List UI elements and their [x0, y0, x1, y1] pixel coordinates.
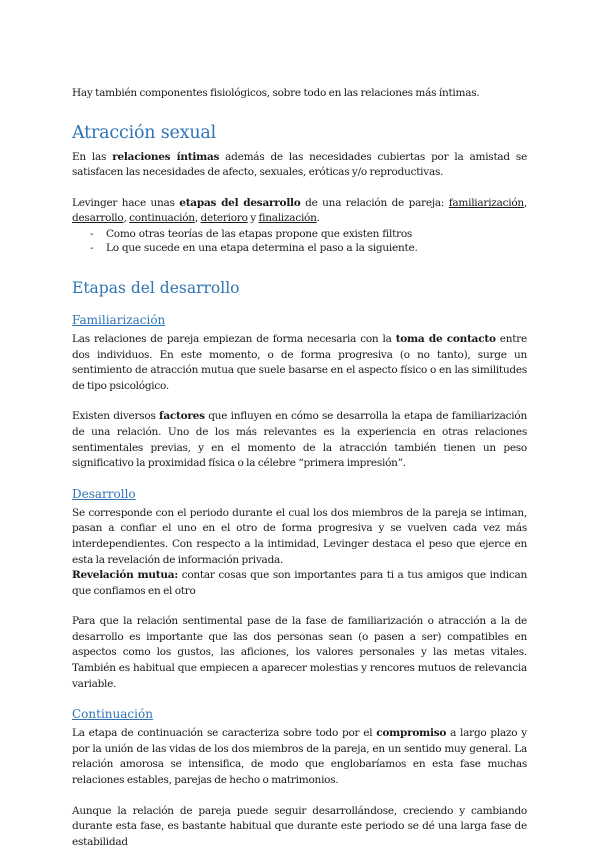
bold-toma-de-contacto: toma de contacto [395, 332, 496, 345]
bold-factores: factores [159, 410, 205, 423]
atraccion-bullet-list [72, 227, 527, 256]
heading-continuacion: Continuación [72, 707, 153, 722]
stage-continuacion: continuación [129, 212, 195, 225]
stage-deterioro: deterioro [200, 212, 248, 225]
bold-compromiso: compromiso [376, 727, 447, 740]
familiarizacion-paragraph-1: Las relaciones de pareja empiezan de forma necesaria con la toma de contacto entre dos individuos. En este momento, o de forma progresiva (o no tanto), surge un sentimiento de atracción mutua que suele basarse en el aspecto físico o en las similitudes de tipo psicológico. [72, 332, 527, 392]
continuacion-paragraph-1: La etapa de continuación se caracteriza sobre todo por el compromiso a largo plazo y por la unión de las vidas de los dos miembros de la pareja, en un sentido muy general. La relación amorosa se intensifica, de modo que englobaríamos en esta fase muchas relaciones estables, parejas de hecho o matrimonios. [72, 727, 527, 787]
desarrollo-paragraph-3: Para que la relación sentimental pase de la fase de familiarización o atracción a la de desarrollo es importante que las dos personas sean (o pasen a ser) compatibles en aspectos como los gustos, las aficiones, los valores personales y las metas vitales. También es habitual que empiecen a aparecer molestias y rencores mutuos de relevancia variable. [72, 615, 527, 690]
bold-relaciones-intimas: relaciones íntimas [112, 150, 220, 163]
familiarizacion-paragraph-2: Existen diversos factores que influyen en cómo se desarrolla la etapa de familiarización de una relación. Uno de los más relevantes es la experiencia en otras relaciones sentimentales previas, y en el momento de la atracción también tienen un peso significativo la proximidad física o la célebre “primera impresión”. [72, 410, 527, 470]
atraccion-paragraph-1: En las relaciones íntimas además de las necesidades cubiertas por la amistad se satisfacen las necesidades de afecto, sexuales, eróticas y/o reproductivas. [72, 150, 527, 179]
document-content [72, 86, 527, 850]
heading-familiarizacion: Familiarización [72, 312, 166, 327]
stage-familiarizacion: familiarización [448, 196, 524, 209]
heading-atraccion-sexual: Atracción sexual [72, 122, 217, 143]
bold-etapas-desarrollo: etapas del desarrollo [179, 196, 301, 209]
stage-desarrollo: desarrollo [72, 212, 124, 225]
bold-revelacion-mutua: Revelación mutua: [72, 569, 178, 582]
heading-desarrollo: Desarrollo [72, 486, 136, 501]
intro-paragraph: Hay también componentes fisiológicos, sobre todo en las relaciones más íntimas. [72, 87, 480, 99]
desarrollo-paragraph-1: Se corresponde con el periodo durante el cual los dos miembros de la pareja se intiman, pasan a confiar el uno en el otro de forma progresiva y se vuelven cada vez más interdependientes. Con respecto a la intimidad, Levinger destaca el peso que ejerce en esta la revelación de información privada. [72, 506, 527, 566]
desarrollo-paragraph-2: Revelación mutua: contar cosas que son importantes para ti a tus amigos que indican que confiamos en el otro [72, 569, 527, 597]
list-item: - Como otras teorías de las etapas propone que existen filtros [72, 227, 527, 242]
continuacion-paragraph-2: Aunque la relación de pareja puede seguir desarrollándose, creciendo y cambiando durante esta fase, es bastante habitual que durante este periodo se dé una larga fase de estabilidad [72, 804, 527, 848]
atraccion-paragraph-2: Levinger hace unas etapas del desarrollo de una relación de pareja: familiarización, desarrollo, continuación, deterioro y finalización. [72, 196, 528, 225]
heading-etapas-desarrollo: Etapas del desarrollo [72, 278, 240, 297]
list-item: - Lo que sucede en una etapa determina el paso a la siguiente. [72, 241, 527, 256]
stage-finalizacion: finalización [258, 212, 317, 225]
